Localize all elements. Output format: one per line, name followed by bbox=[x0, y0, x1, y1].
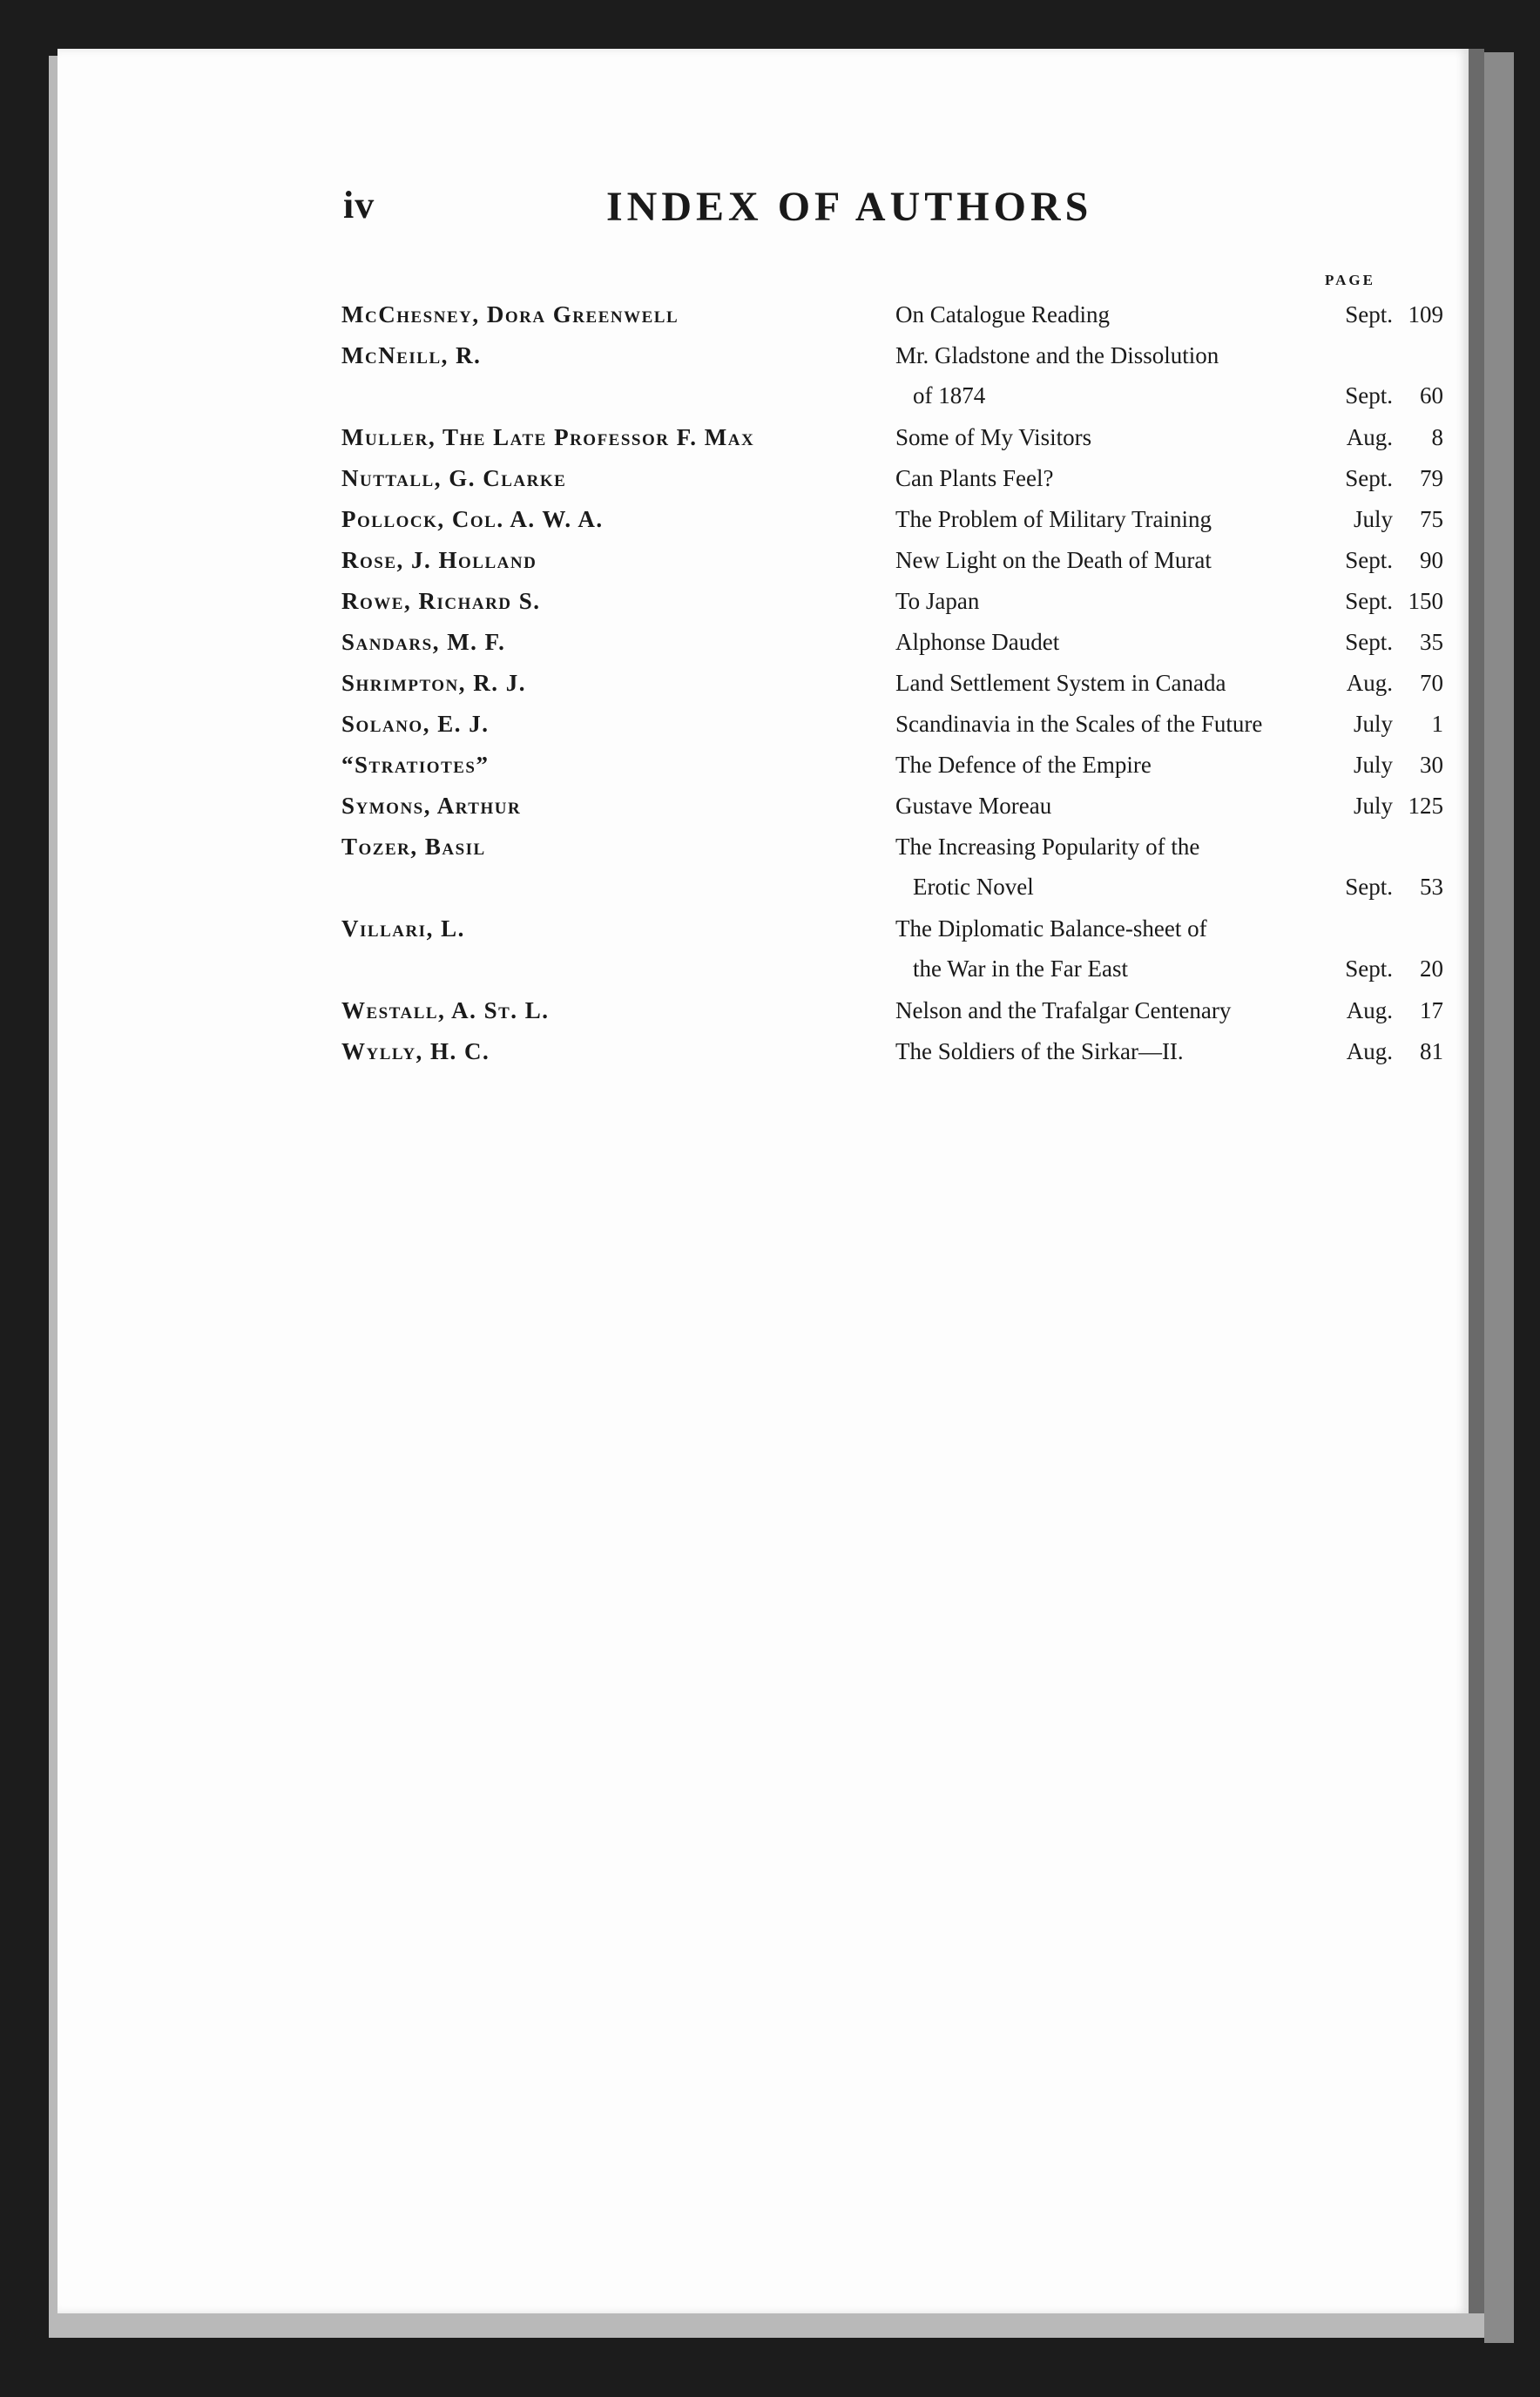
index-line bbox=[341, 915, 1439, 955]
article-title: Can Plants Feel? bbox=[895, 465, 1054, 491]
index-entry bbox=[341, 465, 1443, 505]
index-entry bbox=[341, 997, 1443, 1037]
page-title: INDEX OF AUTHORS bbox=[606, 184, 1093, 230]
issue-month: Sept. bbox=[1345, 301, 1393, 327]
issue-month: July bbox=[1353, 711, 1393, 737]
index-line bbox=[341, 1038, 1443, 1078]
article-title: the War in the Far East bbox=[913, 955, 1129, 982]
author-name: Villari, L. bbox=[341, 915, 465, 942]
issue-month: Sept. bbox=[1345, 874, 1393, 900]
index-line bbox=[341, 506, 1443, 546]
index-entry bbox=[341, 711, 1443, 751]
issue-month: Aug. bbox=[1346, 670, 1393, 696]
index-entry bbox=[341, 793, 1443, 833]
index-line bbox=[341, 834, 1439, 874]
author-name: “Stratiotes” bbox=[341, 752, 490, 778]
author-name: Muller, The Late Professor F. Max bbox=[341, 424, 755, 450]
author-name: Sandars, M. F. bbox=[341, 629, 506, 655]
author-name: Tozer, Basil bbox=[341, 834, 486, 860]
article-title: The Defence of the Empire bbox=[895, 752, 1152, 778]
page-number: 79 bbox=[1420, 465, 1443, 491]
index-entry bbox=[341, 588, 1443, 628]
author-name: Rowe, Richard S. bbox=[341, 588, 541, 614]
index-line bbox=[341, 588, 1443, 628]
index-line bbox=[341, 997, 1443, 1037]
index-entry bbox=[341, 915, 1443, 996]
index-line bbox=[341, 301, 1443, 341]
article-title: The Diplomatic Balance-sheet of bbox=[895, 915, 1207, 942]
author-name: Symons, Arthur bbox=[341, 793, 522, 819]
index-line bbox=[341, 711, 1443, 751]
article-title: Alphonse Daudet bbox=[895, 629, 1060, 655]
author-name: Rose, J. Holland bbox=[341, 547, 537, 573]
index-line bbox=[341, 342, 1439, 382]
index-line bbox=[341, 793, 1443, 833]
issue-month: Sept. bbox=[1345, 547, 1393, 573]
article-title: Scandinavia in the Scales of the Future bbox=[895, 711, 1263, 737]
index-line bbox=[341, 670, 1443, 710]
page-number: 90 bbox=[1420, 547, 1443, 573]
author-name: Shrimpton, R. J. bbox=[341, 670, 527, 696]
page-number: 150 bbox=[1408, 588, 1443, 614]
index-line bbox=[341, 547, 1443, 587]
author-name: Solano, E. J. bbox=[341, 711, 490, 737]
index-line bbox=[341, 629, 1443, 669]
article-title: New Light on the Death of Murat bbox=[895, 547, 1212, 573]
page-number: 75 bbox=[1420, 506, 1443, 532]
article-title: Nelson and the Trafalgar Centenary bbox=[895, 997, 1232, 1023]
issue-month: Sept. bbox=[1345, 382, 1393, 409]
index-line bbox=[341, 465, 1443, 505]
author-name: McChesney, Dora Greenwell bbox=[341, 301, 679, 327]
page-number: 17 bbox=[1420, 997, 1443, 1023]
index-entry bbox=[341, 752, 1443, 792]
index-entry bbox=[341, 1038, 1443, 1078]
issue-month: Aug. bbox=[1346, 997, 1393, 1023]
issue-month: Aug. bbox=[1346, 424, 1393, 450]
index-line bbox=[341, 955, 1443, 996]
article-title: The Problem of Military Training bbox=[895, 506, 1212, 532]
issue-month: Sept. bbox=[1345, 465, 1393, 491]
author-name: Wylly, H. C. bbox=[341, 1038, 490, 1064]
page-number: 35 bbox=[1420, 629, 1443, 655]
page-number: 81 bbox=[1420, 1038, 1443, 1064]
page-number: 30 bbox=[1420, 752, 1443, 778]
issue-month: Sept. bbox=[1345, 588, 1393, 614]
page-number: 60 bbox=[1420, 382, 1443, 409]
index-entry bbox=[341, 629, 1443, 669]
article-title: Gustave Moreau bbox=[895, 793, 1052, 819]
issue-month: July bbox=[1353, 752, 1393, 778]
article-title: To Japan bbox=[895, 588, 980, 614]
page-number: 1 bbox=[1431, 711, 1443, 737]
issue-month: Sept. bbox=[1345, 955, 1393, 982]
index-entry bbox=[341, 506, 1443, 546]
page-number: 70 bbox=[1420, 670, 1443, 696]
page-number: 8 bbox=[1431, 424, 1443, 450]
article-title: Some of My Visitors bbox=[895, 424, 1092, 450]
article-title: On Catalogue Reading bbox=[895, 301, 1110, 327]
issue-month: Aug. bbox=[1346, 1038, 1393, 1064]
index-entry bbox=[341, 342, 1443, 422]
page-number: 53 bbox=[1420, 874, 1443, 900]
article-title: of 1874 bbox=[913, 382, 986, 409]
index-entry bbox=[341, 424, 1443, 464]
index-entry bbox=[341, 834, 1443, 914]
index-line bbox=[341, 382, 1443, 422]
author-name: Pollock, Col. A. W. A. bbox=[341, 506, 604, 532]
index-entry bbox=[341, 670, 1443, 710]
author-name: McNeill, R. bbox=[341, 342, 482, 368]
author-name: Nuttall, G. Clarke bbox=[341, 465, 567, 491]
index-entry bbox=[341, 547, 1443, 587]
article-title: Mr. Gladstone and the Dissolution bbox=[895, 342, 1219, 368]
page-folio: iv bbox=[343, 184, 375, 226]
issue-month: July bbox=[1353, 506, 1393, 532]
page-number: 20 bbox=[1420, 955, 1443, 982]
index-line bbox=[341, 874, 1443, 914]
page-number: 125 bbox=[1408, 793, 1443, 819]
issue-month: Sept. bbox=[1345, 629, 1393, 655]
article-title: Land Settlement System in Canada bbox=[895, 670, 1226, 696]
page-edge bbox=[1484, 52, 1514, 2343]
index-line bbox=[341, 752, 1443, 792]
document-page bbox=[57, 49, 1484, 2313]
index-line bbox=[341, 424, 1443, 464]
page-column-heading: PAGE bbox=[1325, 272, 1375, 288]
article-title: The Soldiers of the Sirkar—II. bbox=[895, 1038, 1184, 1064]
page-number: 109 bbox=[1408, 301, 1443, 327]
author-name: Westall, A. St. L. bbox=[341, 997, 550, 1023]
article-title: The Increasing Popularity of the bbox=[895, 834, 1200, 860]
index-entry bbox=[341, 301, 1443, 341]
article-title: Erotic Novel bbox=[913, 874, 1034, 900]
issue-month: July bbox=[1353, 793, 1393, 819]
